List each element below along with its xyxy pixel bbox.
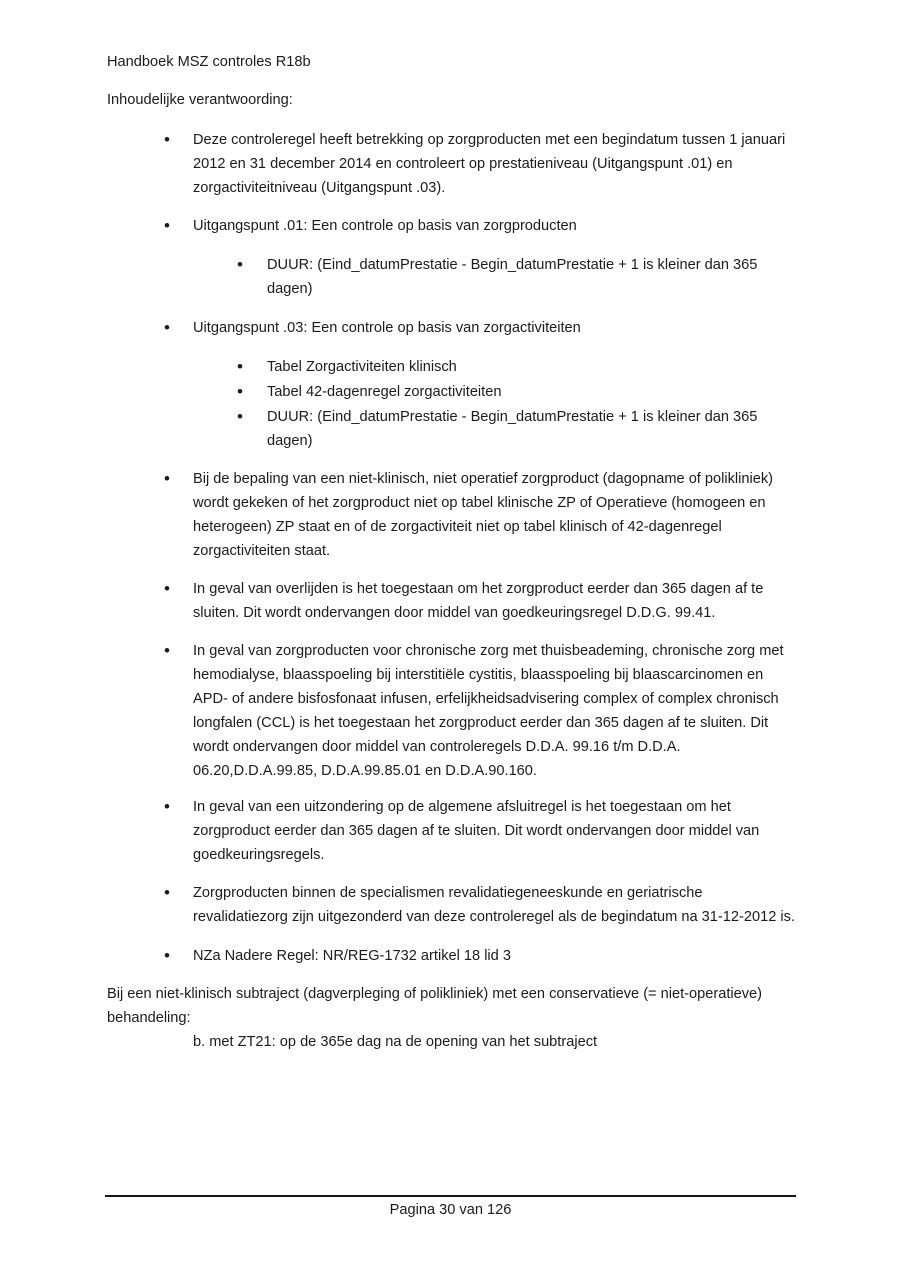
bullet-item: • Deze controleregel heeft betrekking op zorgproducten met een begindatum tussen 1 januari 2012 en 31 december 2014 en controleert op prestatieniveau (Uitgangspunt .01) en zorgactiviteitniveau (Uitgangspunt .03). (107, 128, 797, 200)
document-page (107, 50, 797, 1054)
page-number: Pagina 30 van 126 (389, 1202, 512, 1218)
page-footer (105, 1195, 796, 1221)
bullet-item: • Zorgproducten binnen de specialismen revalidatiegeneeskunde en geriatrische revalidatiezorg zijn uitgezonderd van deze controleregel als de begindatum na 31-12-2012 is. (107, 881, 797, 929)
bullet-item: • Uitgangspunt .01: Een controle op basis van zorgproducten (107, 214, 797, 238)
closing-sub-item: b. met ZT21: op de 365e dag na de opening van het subtraject (193, 1034, 598, 1050)
bullet-item: • NZa Nadere Regel: NR/REG-1732 artikel 18 lid 3 (107, 944, 797, 968)
closing-paragraph: Bij een niet-klinisch subtraject (dagverpleging of polikliniek) met een conservatieve (= niet-operatieve) behandeling: (107, 986, 763, 1026)
bullet-list (107, 128, 797, 968)
bullet-item: • In geval van overlijden is het toegestaan om het zorgproduct eerder dan 365 dagen af te sluiten. Dit wordt ondervangen door middel van goedkeuringsregel D.D.G. 99.41. (107, 577, 797, 625)
section-title: Inhoudelijke verantwoording: (107, 92, 293, 108)
bullet-item: • DUUR: (Eind_datumPrestatie - Begin_datumPrestatie + 1 is kleiner dan 365 dagen) (107, 405, 797, 453)
bullet-item: • Bij de bepaling van een niet-klinisch, niet operatief zorgproduct (dagopname of polikliniek) wordt gekeken of het zorgproduct niet op tabel klinische ZP of Operatieve (homogeen en heterogeen) ZP staat en of de zorgactiviteit niet op tabel klinisch of 42-dagenregel zorgactiviteiten staat. (107, 467, 797, 563)
bullet-item: • In geval van een uitzondering op de algemene afsluitregel is het toegestaan om het zorgproduct eerder dan 365 dagen af te sluiten. Dit wordt ondervangen door middel van goedkeuringsregels. (107, 795, 797, 867)
bullet-item: • Tabel 42-dagenregel zorgactiviteiten (107, 380, 797, 404)
bullet-item: • In geval van zorgproducten voor chronische zorg met thuisbeademing, chronische zorg met hemodialyse, blaasspoeling bij interstitiële cystitis, blaasspoeling bij blaascarcinomen en APD- of andere bisfosfonaat infusen, erfelijkheidsadvisering complex of complex chronisch longfalen (CCL) is het toegestaan het zorgproduct eerder dan 365 dagen af te sluiten. Dit wordt ondervangen door middel van controleregels D.D.A. 99.16 t/m D.D.A. 06.20,D.D.A.99.85, D.D.A.99.85.01 en D.D.A.90.160. (107, 639, 797, 783)
bullet-item: • Tabel Zorgactiviteiten klinisch (107, 355, 797, 379)
bullet-item: • DUUR: (Eind_datumPrestatie - Begin_datumPrestatie + 1 is kleiner dan 365 dagen) (107, 253, 797, 301)
bullet-item: • Uitgangspunt .03: Een controle op basis van zorgactiviteiten (107, 316, 797, 340)
document-header: Handboek MSZ controles R18b (107, 54, 311, 70)
